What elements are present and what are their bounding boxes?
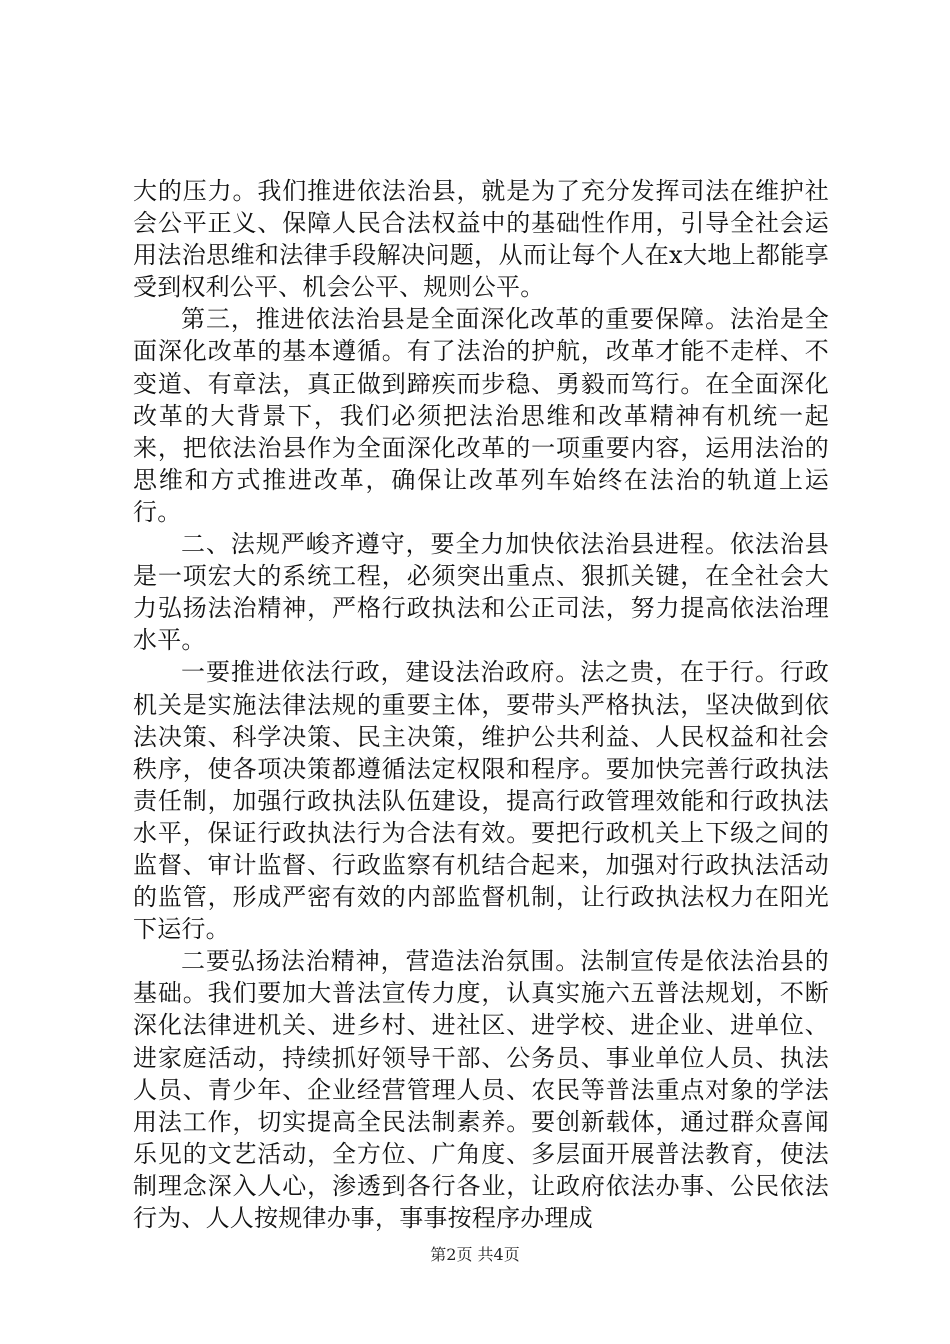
paragraph-continuation: 大的压力。我们推进依法治县，就是为了充分发挥司法在维护社会公平正义、保障人民合法权益中的基础性作用，引导全社会运用法治思维和法律手段解决问题，从而让每个人在x大地上都能享受到权利公平、机会公平、规则公平。 [133,177,829,302]
paragraph-third-point: 第三，推进依法治县是全面深化改革的重要保障。法治是全面深化改革的基本遵循。有了法治的护航，改革才能不走样、不变道、有章法，真正做到蹄疾而步稳、勇毅而笃行。在全面深化改革的大背景下，我们必须把法治思维和改革精神有机统一起来，把依法治县作为全面深化改革的一项重要内容，运用法治的思维和方式推进改革，确保让改革列车始终在法治的轨道上运行。 [133,305,829,526]
document-body [133,175,829,1234]
paragraph-administration: 一要推进依法行政，建设法治政府。法之贵，在于行。行政机关是实施法律法规的重要主体，要带头严格执法，坚决做到依法决策、科学决策、民主决策，维护公共利益、人民权益和社会秩序，使各项决策都遵循法定权限和程序。要加快完善行政执法责任制，加强行政执法队伍建设，提高行政管理效能和行政执法水平，保证行政执法行为合法有效。要把行政机关上下级之间的监督、审计监督、行政监察有机结合起来，加强对行政执法活动的监管，形成严密有效的内部监督机制，让行政执法权力在阳光下运行。 [133,658,829,944]
page-number-footer: 第2页 共4页 [430,1245,520,1264]
paragraph-legal-spirit: 二要弘扬法治精神，营造法治氛围。法制宣传是依法治县的基础。我们要加大普法宣传力度，认真实施六五普法规划，不断深化法律进机关、进乡村、进社区、进学校、进企业、进单位、进家庭活动，持续抓好领导干部、公务员、事业单位人员、执法人员、青少年、企业经营管理人员、农民等普法重点对象的学法用法工作，切实提高全民法制素养。要创新载体，通过群众喜闻乐见的文艺活动，全方位、广角度、多层面开展普法教育，使法制理念深入人心，渗透到各行各业，让政府依法办事、公民依法行为、人人按规律办事，事事按程序办理成 [133,947,829,1232]
paragraph-section-two: 二、法规严峻齐遵守，要全力加快依法治县进程。依法治县是一项宏大的系统工程，必须突出重点、狠抓关键，在全社会大力弘扬法治精神，严格行政执法和公正司法，努力提高依法治理水平。 [133,530,829,655]
